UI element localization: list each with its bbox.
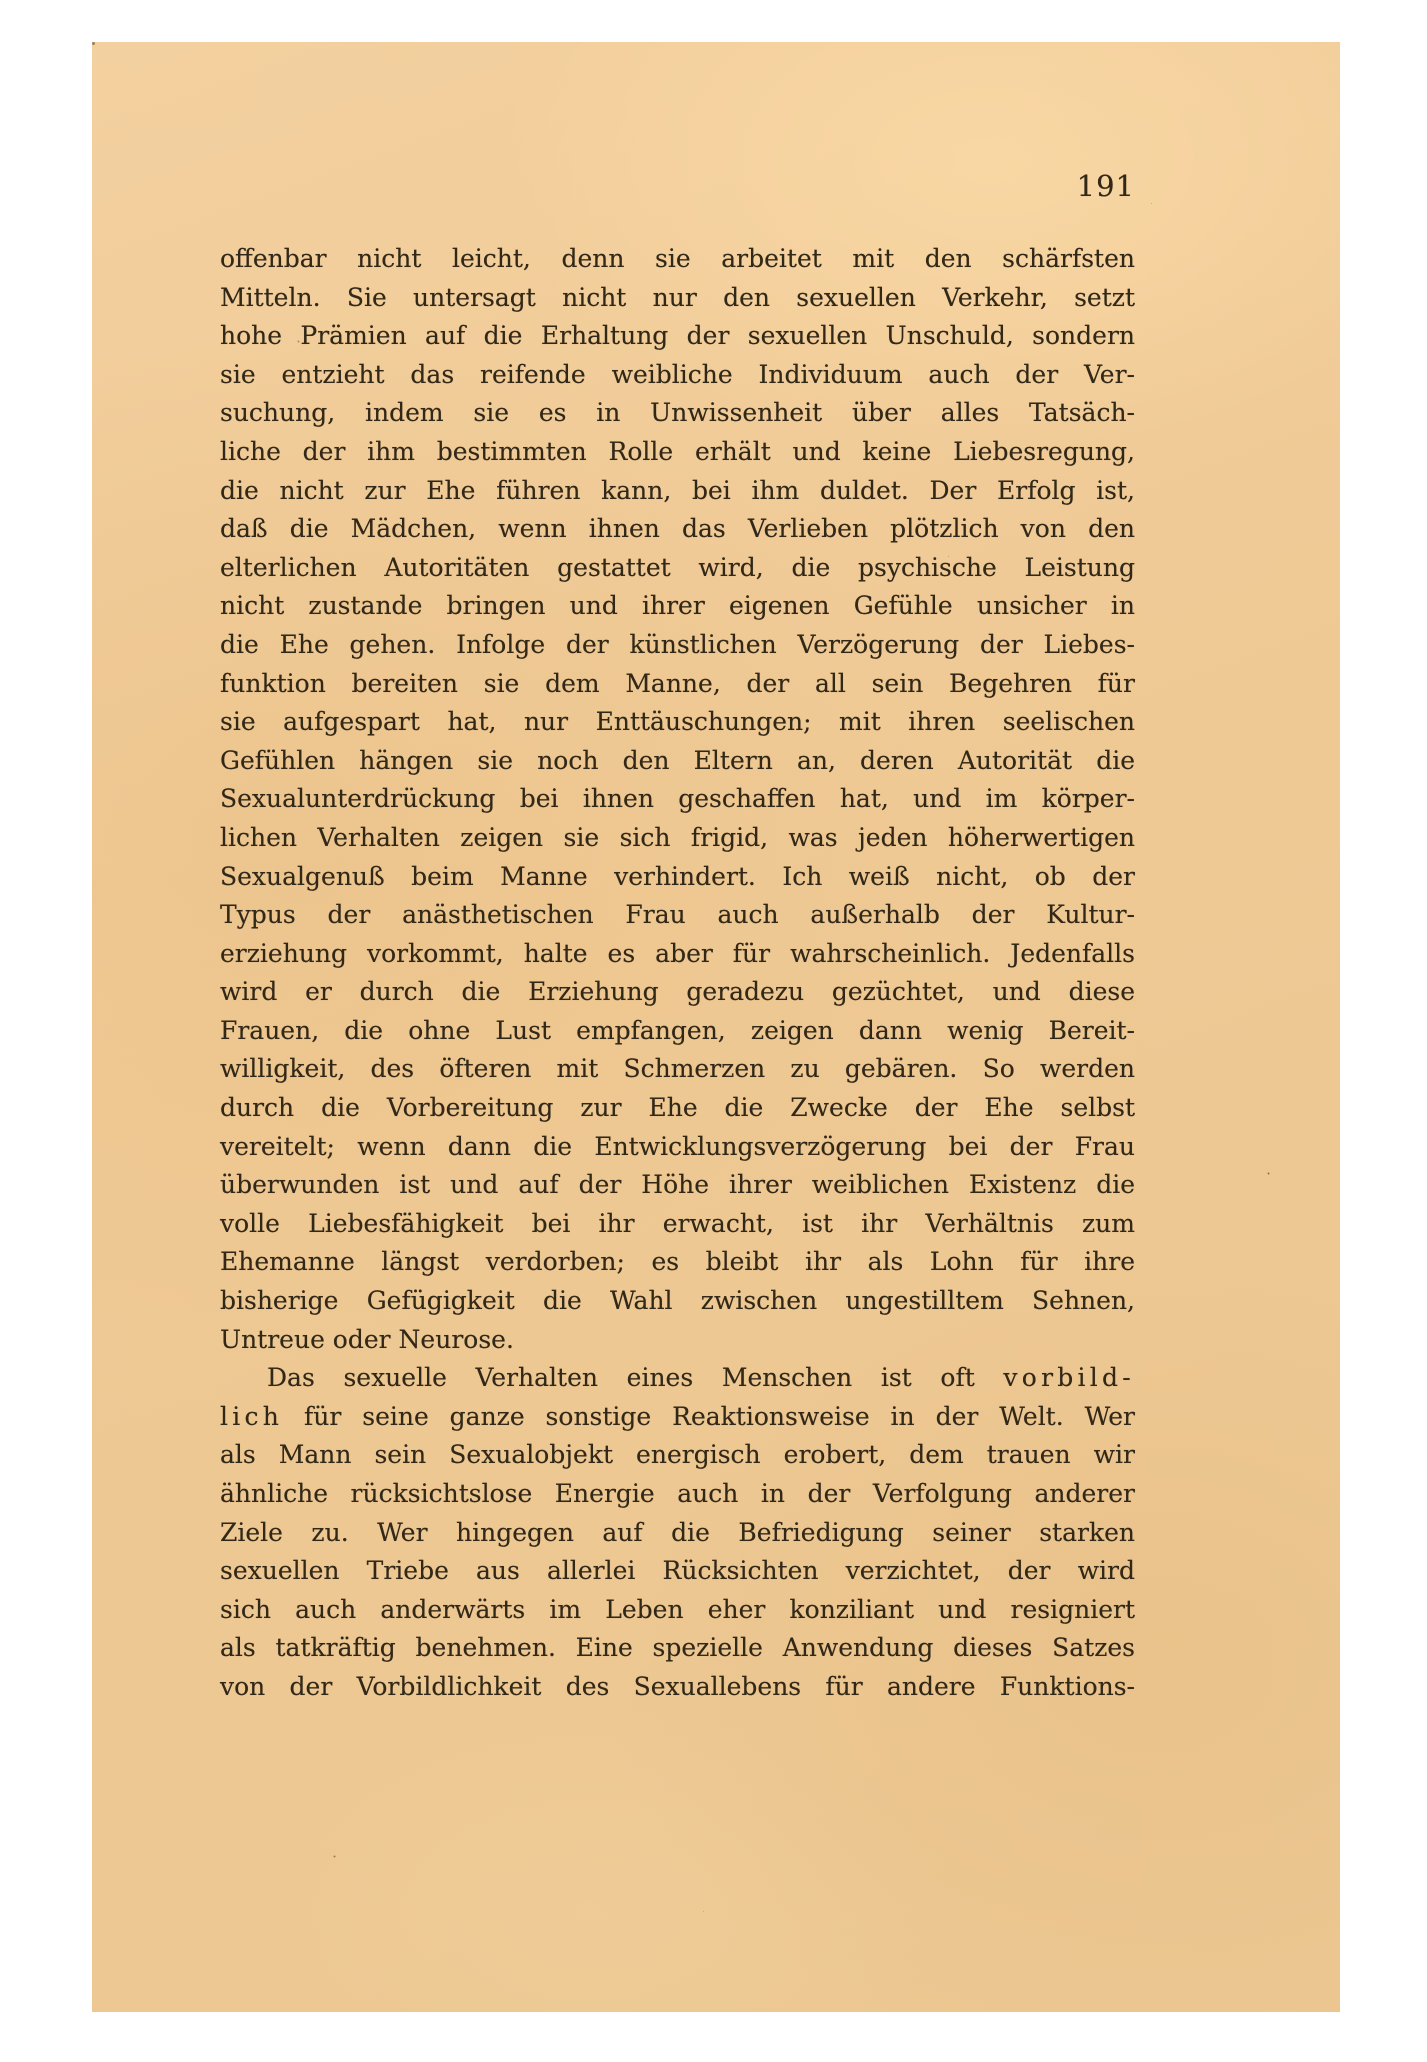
- text-line: [220, 1398, 1135, 1437]
- text-line: [220, 665, 1135, 704]
- line-segment: überwunden ist und auf der Höhe ihrer weiblichen Existenz die: [220, 1170, 1135, 1200]
- line-segment: Frauen, die ohne Lust empfangen, zeigen dann wenig Bereit-: [220, 1015, 1135, 1045]
- text-line: [220, 510, 1135, 549]
- line-segment: Untreue oder Neurose.: [220, 1324, 514, 1354]
- text-line: [220, 433, 1135, 472]
- line-segment: wird er durch die Erziehung geradezu gezüchtet, und diese: [220, 977, 1135, 1007]
- line-segment: Sexualgenuß beim Manne verhindert. Ich weiß nicht, ob der: [220, 861, 1135, 891]
- line-segment: erziehung vorkommt, halte es aber für wahrscheinlich. Jedenfalls: [220, 938, 1135, 968]
- text-line: [220, 1359, 1135, 1398]
- text-line: [220, 1089, 1135, 1128]
- line-segment: nicht zustande bringen und ihrer eigenen Gefühle unsicher in: [220, 591, 1135, 621]
- text-line: [220, 1050, 1135, 1089]
- text-line: [220, 1668, 1135, 1707]
- line-segment: lichen Verhalten zeigen sie sich frigid, was jeden höherwertigen: [220, 822, 1135, 852]
- line-segment: für seine ganze sonstige Reaktionsweise in der Welt. Wer: [283, 1401, 1135, 1431]
- text-line: [220, 1012, 1135, 1051]
- line-segment: hohe Prämien auf die Erhaltung der sexuellen Unschuld, sondern: [220, 321, 1135, 351]
- line-segment: offenbar nicht leicht, denn sie arbeitet mit den schärfsten: [220, 244, 1135, 273]
- emphasized-word: lich: [220, 1401, 284, 1431]
- text-line: [220, 626, 1135, 665]
- line-segment: funktion bereiten sie dem Manne, der all sein Begehren für: [220, 668, 1135, 698]
- emphasized-word: vorbild-: [1003, 1363, 1135, 1393]
- text-line: [220, 1166, 1135, 1205]
- text-line: [220, 780, 1135, 819]
- line-segment: als Mann sein Sexualobjekt energisch erobert, dem trauen wir: [220, 1440, 1135, 1470]
- line-segment: Das sexuelle Verhalten eines Menschen ist oft: [267, 1363, 1004, 1393]
- line-segment: als tatkräftig benehmen. Eine spezielle Anwendung dieses Satzes: [220, 1633, 1135, 1663]
- text-line: [220, 858, 1135, 897]
- text-line: [220, 1514, 1135, 1553]
- line-segment: sexuellen Triebe aus allerlei Rücksichten verzichtet, der wird: [220, 1556, 1135, 1586]
- text-line: [220, 472, 1135, 511]
- line-segment: Mitteln. Sie untersagt nicht nur den sexuellen Verkehr, setzt: [220, 282, 1135, 312]
- line-segment: ähnliche rücksichtslose Energie auch in der Verfolgung anderer: [220, 1479, 1135, 1508]
- line-segment: liche der ihm bestimmten Rolle erhält und keine Liebesregung,: [220, 436, 1135, 466]
- text-line: [220, 819, 1135, 858]
- text-line: [220, 896, 1135, 935]
- line-segment: Gefühlen hängen sie noch den Eltern an, deren Autorität die: [220, 745, 1135, 775]
- text-line: [220, 1552, 1135, 1591]
- text-line: [220, 935, 1135, 974]
- book-page: [92, 42, 1340, 2012]
- line-segment: volle Liebesfähigkeit bei ihr erwacht, ist ihr Verhältnis zum: [220, 1208, 1135, 1238]
- line-segment: daß die Mädchen, wenn ihnen das Verlieben plötzlich von den: [220, 514, 1135, 544]
- text-line: [220, 973, 1135, 1012]
- text-line: [220, 1321, 1135, 1360]
- line-segment: vereitelt; wenn dann die Entwicklungsverzögerung bei der Frau: [220, 1131, 1135, 1161]
- line-segment: suchung, indem sie es in Unwissenheit über alles Tatsäch-: [220, 398, 1135, 428]
- text-line: [220, 1629, 1135, 1668]
- text-line: [220, 1282, 1135, 1321]
- text-line: [220, 1128, 1135, 1167]
- text-line: [220, 549, 1135, 588]
- text-line: [220, 1436, 1135, 1475]
- line-segment: elterlichen Autoritäten gestattet wird, die psychische Leistung: [220, 552, 1135, 582]
- line-segment: sie aufgespart hat, nur Enttäuschungen; mit ihren seelischen: [220, 707, 1135, 737]
- line-segment: Ziele zu. Wer hingegen auf die Befriedigung seiner starken: [220, 1517, 1135, 1547]
- text-line: [220, 317, 1135, 356]
- line-segment: willigkeit, des öfteren mit Schmerzen zu gebären. So werden: [220, 1054, 1135, 1084]
- line-segment: sich auch anderwärts im Leben eher konziliant und resigniert: [220, 1594, 1135, 1624]
- text-line: [220, 742, 1135, 781]
- page-number: 191: [1076, 169, 1135, 203]
- line-segment: Ehemanne längst verdorben; es bleibt ihr als Lohn für ihre: [220, 1247, 1135, 1277]
- line-segment: die Ehe gehen. Infolge der künstlichen Verzögerung der Liebes-: [220, 629, 1135, 659]
- line-segment: durch die Vorbereitung zur Ehe die Zwecke der Ehe selbst: [220, 1093, 1135, 1123]
- line-segment: sie entzieht das reifende weibliche Individuum auch der Ver-: [220, 359, 1135, 389]
- text-line: [220, 279, 1135, 318]
- line-segment: die nicht zur Ehe führen kann, bei ihm duldet. Der Erfolg ist,: [220, 475, 1135, 505]
- text-line: [220, 1475, 1135, 1514]
- text-line: [220, 1205, 1135, 1244]
- text-line: [220, 1591, 1135, 1630]
- line-segment: Typus der anästhetischen Frau auch außerhalb der Kultur-: [220, 900, 1135, 930]
- text-line: [220, 587, 1135, 626]
- line-segment: Sexualunterdrückung bei ihnen geschaffen hat, und im körper-: [220, 784, 1135, 814]
- text-lines: [220, 240, 1135, 1707]
- text-line: [220, 394, 1135, 433]
- text-line: [220, 356, 1135, 395]
- text-line: [220, 240, 1135, 279]
- text-line: [220, 703, 1135, 742]
- line-segment: von der Vorbildlichkeit des Sexuallebens für andere Funktions-: [220, 1671, 1135, 1701]
- line-segment: bisherige Gefügigkeit die Wahl zwischen ungestilltem Sehnen,: [220, 1286, 1135, 1316]
- text-line: [220, 1243, 1135, 1282]
- page-text: [220, 168, 1135, 1707]
